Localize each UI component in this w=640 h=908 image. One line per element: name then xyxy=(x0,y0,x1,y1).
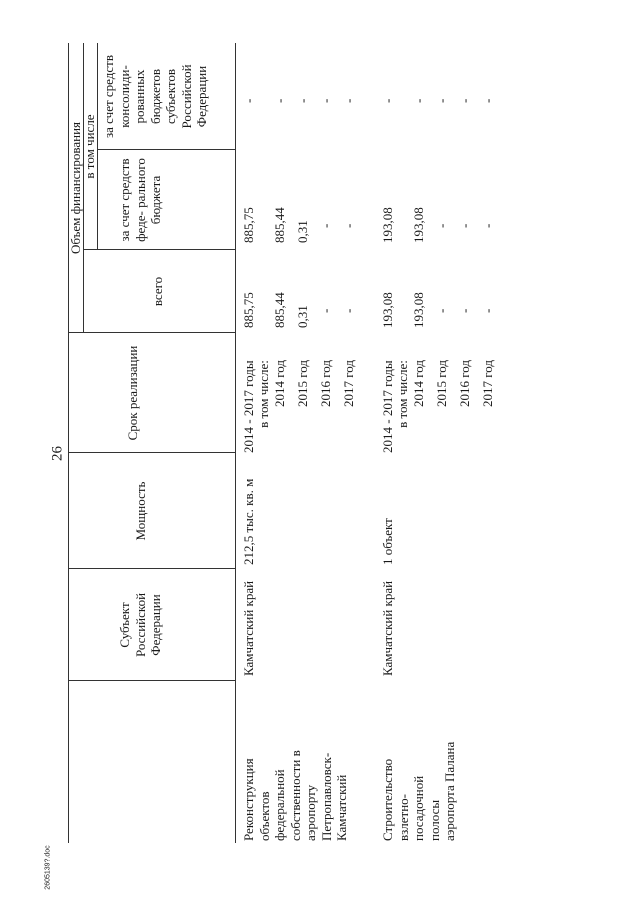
grid-line xyxy=(83,249,235,250)
row2-year: 2017 год xyxy=(480,360,495,407)
row1-capacity: 212,5 тыс. кв. м xyxy=(241,478,256,565)
financing-table xyxy=(45,43,565,843)
row2-capacity: 1 объект xyxy=(380,518,395,565)
row1-year: 2017 год xyxy=(341,360,356,407)
row1-including: в том числе: xyxy=(256,360,271,428)
header-federal: за счет средств феде- рального бюджета xyxy=(117,158,163,242)
grid-line xyxy=(68,568,235,569)
grid-line xyxy=(68,680,235,681)
page-number: 26 xyxy=(49,446,66,461)
row1-year-total: - xyxy=(341,308,356,313)
grid-line xyxy=(235,43,236,843)
row2-subject: Камчатский край xyxy=(380,580,395,676)
row1-sum-total: 885,75 xyxy=(241,292,256,328)
row1-year-federal: - xyxy=(318,223,333,228)
row1-year: 2014 год xyxy=(272,360,287,407)
header-total: всего xyxy=(150,276,165,307)
header-subject: Субъект Российской Федерации xyxy=(117,592,163,658)
row2-year-federal: - xyxy=(480,223,495,228)
row2-year-consolidated: - xyxy=(457,98,472,103)
row1-year-consolidated: - xyxy=(341,98,356,103)
row2-year-consolidated: - xyxy=(434,98,449,103)
row2-year: 2015 год xyxy=(434,360,449,407)
row2-year-total: - xyxy=(457,308,472,313)
row1-year-total: 885,44 xyxy=(272,292,287,328)
row2-year-total: 193,08 xyxy=(411,292,426,328)
header-consolidated: за счет средств консолиди- рованных бюджетов субъектов Российской Федерации xyxy=(101,55,209,138)
row2-including: в том числе: xyxy=(395,360,410,428)
row2-year-federal: - xyxy=(434,223,449,228)
row2-object: Строительство взлетно-посадочной полосы аэропорта Палана xyxy=(380,741,457,841)
row2-year: 2014 год xyxy=(411,360,426,407)
grid-line xyxy=(68,332,235,333)
row2-year-consolidated: - xyxy=(480,98,495,103)
row1-year-federal: 0,31 xyxy=(295,220,310,243)
row1-sum-consolidated: - xyxy=(241,98,256,103)
footer-doc-name: 2605139?.doc xyxy=(44,845,52,890)
row1-sum-federal: 885,75 xyxy=(241,207,256,243)
row2-period: 2014 - 2017 годы xyxy=(380,360,395,453)
header-including: в том числе xyxy=(82,114,97,179)
row1-year-federal: - xyxy=(341,223,356,228)
row1-period: 2014 - 2017 годы xyxy=(241,360,256,453)
row1-year-total: 0,31 xyxy=(295,305,310,328)
row2-sum-total: 193,08 xyxy=(380,292,395,328)
row2-year-total: - xyxy=(434,308,449,313)
grid-line xyxy=(68,452,235,453)
grid-line xyxy=(97,149,235,150)
row1-object: Реконструкция объектов федеральной собственности в аэропорту Петропавловск-Камчатский xyxy=(241,750,349,841)
header-term: Срок реализации xyxy=(125,345,140,441)
row1-year: 2015 год xyxy=(295,360,310,407)
row2-year-federal: 193,08 xyxy=(411,207,426,243)
row2-year-consolidated: - xyxy=(411,98,426,103)
row1-year: 2016 год xyxy=(318,360,333,407)
header-financing: Объем финансирования xyxy=(68,121,83,255)
row1-year-consolidated: - xyxy=(272,98,287,103)
row2-year: 2016 год xyxy=(457,360,472,407)
row2-sum-consolidated: - xyxy=(380,98,395,103)
row2-year-federal: - xyxy=(457,223,472,228)
row1-year-consolidated: - xyxy=(318,98,333,103)
row1-year-consolidated: - xyxy=(295,98,310,103)
row1-year-federal: 885,44 xyxy=(272,207,287,243)
row2-sum-federal: 193,08 xyxy=(380,207,395,243)
row2-year-total: - xyxy=(480,308,495,313)
row1-subject: Камчатский край xyxy=(241,580,256,676)
row1-year-total: - xyxy=(318,308,333,313)
header-capacity: Мощность xyxy=(133,481,148,541)
